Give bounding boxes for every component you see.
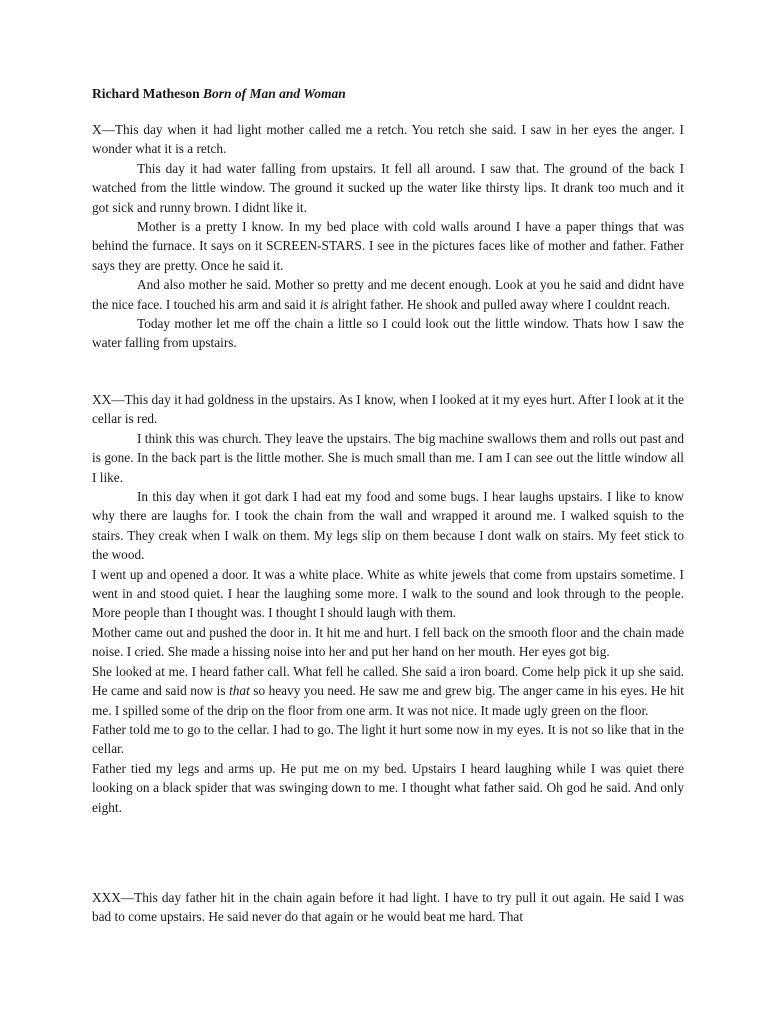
text-run: She looked at me. I heard father call. What fell he called. She said a iron board. Come help pick it up she said. He came and said now is [92,663,684,699]
emphasis: that [229,683,250,699]
paragraph: XX—This day it had goldness in the upstairs. As I know, when I looked at it my eyes hurt. After I look at it the cellar is red. [92,392,684,427]
paragraph [92,662,684,720]
document-title [92,86,346,102]
title-author: Richard Matheson [92,86,203,101]
title-work: Born of Man and Woman [203,86,346,101]
paragraph: X—This day when it had light mother called me a retch. You retch she said. I saw in her eyes the anger. I wonder what it is a retch. [92,122,684,157]
paragraph: Mother is a pretty I know. In my bed place with cold walls around I have a paper things that was behind the furnace. It says on it SCREEN-STARS. I see in the pictures faces like of mother and father. Father says they are pretty. Once he said it. [92,219,684,273]
paragraph: Father tied my legs and arms up. He put me on my bed. Upstairs I heard laughing while I was quiet there looking on a black spider that was swinging down to me. I thought what father said. Oh god he said. And only eight. [92,760,684,815]
emphasis: is [319,296,329,312]
paragraph: Today mother let me off the chain a little so I could look out the little window. Thats how I saw the water falling from upstairs. [92,316,684,351]
paragraph: In this day when it got dark I had eat my food and some bugs. I hear laughs upstairs. I like to know why there are laughs for. I took the chain from the wall and wrapped it around me. I walked squish to the stairs. They creak when I walk on them. My legs slip on them because I dont walk on stairs. My feet stick to the wood. [92,489,684,563]
paragraph: I went up and opened a door. It was a white place. White as white jewels that come from upstairs sometime. I went in and stood quiet. I hear the laughing some more. I walk to the sound and look through to the people. More people than I thought was. I thought I should laugh with them. [92,566,684,621]
text-run: And also mother he said. Mother so pretty and me decent enough. Look at you he said and didnt have the nice face. I touched his arm and said it [92,277,684,312]
text-run: so heavy you need. He saw me and grew big. The anger came in his eyes. He hit me. I spilled some of the drip on the floor from one arm. It was not nice. It made ugly green on the floor. [92,683,684,718]
section-x [92,120,684,353]
paragraph: Mother came out and pushed the door in. It hit me and hurt. I fell back on the smooth floor and the chain made noise. I cried. She made a hissing noise into her and put her hand on her mouth. Her eyes got big. [92,624,684,660]
paragraph: Father told me to go to the cellar. I had to go. The light it hurt some now in my eyes. It is not so like that in the cellar. [92,721,684,757]
paragraph: XXX—This day father hit in the chain again before it had light. I have to try pull it out again. He said I was bad to come upstairs. He said never do that again or he would beat me hard. That [92,890,684,925]
section-xxx [92,888,684,927]
paragraph [92,275,684,314]
paragraph: This day it had water falling from upstairs. It fell all around. I saw that. The ground of the back I watched from the little window. The ground it sucked up the water like thirsty lips. It drank too much and it got sick and runny brown. I didnt like it. [92,160,684,215]
paragraph: I think this was church. They leave the upstairs. The big machine swallows them and rolls out past and is gone. In the back part is the little mother. She is much small than me. I am I can see out the little window all I like. [92,430,684,485]
text-run: alright father. He shook and pulled away where I couldnt reach. [328,296,671,312]
section-xx [92,390,684,817]
